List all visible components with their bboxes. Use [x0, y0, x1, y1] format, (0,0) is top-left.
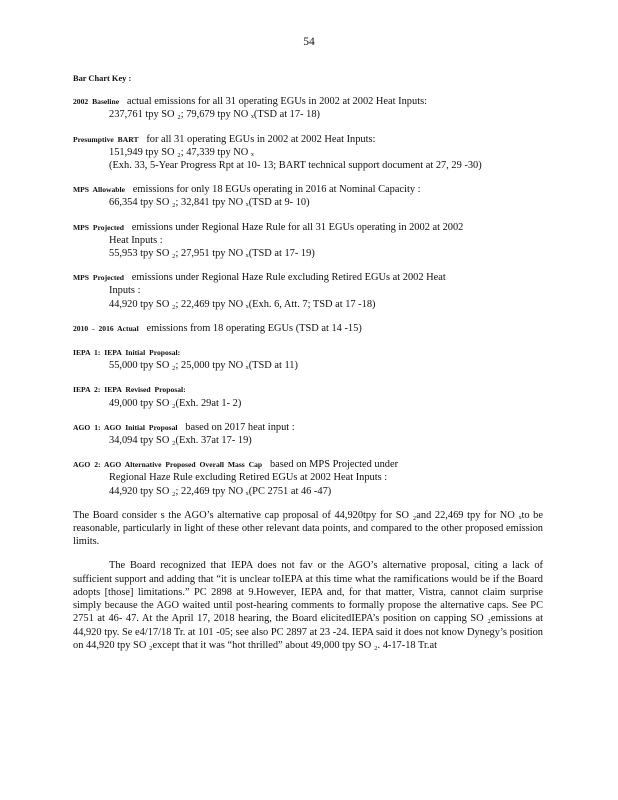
entry-values: 66,354 tpy SO ₂; 32,841 tpy NO ₓ(TSD at 9- 10)	[109, 197, 310, 209]
entry-values: 34,094 tpy SO ₂(Exh. 37at 17- 19)	[109, 435, 252, 447]
key-entry-iepa-2	[73, 383, 543, 409]
body-paragraph: The Board consider s the AGO’s alternative cap proposal of 44,920tpy for SO ₂and 22,469 tpy for NO ₓto be reasonable, particularly in light of these other relevant data points, and compared to the other proposed emission limits.	[73, 509, 543, 548]
key-entry-ago-2	[73, 458, 543, 498]
entry-text: for all 31 operating EGUs in 2002 at 2002 Heat Inputs:	[146, 133, 376, 145]
entry-text: emissions from 18 operating EGUs (TSD at 14 -15)	[146, 322, 362, 334]
entry-values: 44,920 tpy SO ₂; 22,469 tpy NO ₓ(PC 2751 at 46 -47)	[109, 485, 332, 497]
entry-text: based on MPS Projected under	[269, 459, 399, 471]
entry-text-continued: Inputs :	[109, 285, 141, 297]
key-entry-iepa-1	[73, 346, 543, 372]
key-entry-ago-1	[73, 421, 543, 447]
key-entry-presumptive-bart	[73, 133, 543, 173]
body-paragraph: The Board recognized that IEPA does not fav or the AGO’s alternative proposal, citing a lack of sufficient support and adding that “it is unclear toIEPA at this time what the ramifications would be if the Board adopts [those] limitations.” PC 2898 at 9.However, IEPA and, for that matter, Vistra, cannot claim surprise simply because the AGO waited until post-hearing comments to formally propose the alternative caps. See PC 2751 at 46- 47. At the April 17, 2018 hearing, the Board elicitedIEPA’s position on capping SO ₂emissions at 44,920 tpy. Se e4/17/18 Tr. at 101 -05; see also PC 2897 at 23 -24. IEPA said it does not know Dynegy’s position on 44,920 tpy SO ₂except that it was “hot thrilled” about 49,000 tpy SO ₂. 4-17-18 Tr.at	[73, 560, 543, 651]
entry-label: MPS Projected	[73, 222, 124, 232]
entry-text-continued: Regional Haze Rule excluding Retired EGUs at 2002 Heat Inputs :	[109, 472, 388, 484]
entry-label: MPS Projected	[73, 273, 124, 283]
entry-values: 151,949 tpy SO ₂; 47,339 tpy NO ₓ	[109, 146, 254, 158]
page-number: 54	[303, 36, 315, 48]
entry-values: 55,000 tpy SO ₂; 25,000 tpy NO ₓ(TSD at 11)	[109, 360, 298, 372]
key-entry-mps-projected-excluding	[73, 271, 543, 311]
entry-text-continued: Heat Inputs :	[109, 234, 163, 246]
entry-values: 55,953 tpy SO ₂; 27,951 tpy NO ₓ(TSD at 17- 19)	[109, 248, 315, 260]
entry-label: IEPA 2: IEPA Revised Proposal:	[73, 385, 186, 395]
entry-values: 44,920 tpy SO ₂; 22,469 tpy NO ₓ(Exh. 6, Att. 7; TSD at 17 -18)	[109, 298, 376, 310]
entry-label: IEPA 1: IEPA Initial Proposal:	[73, 348, 181, 358]
entry-label: 2002 Baseline	[73, 97, 120, 107]
chart-key-title: Bar Chart Key :	[73, 74, 132, 83]
entry-text: based on 2017 heat input :	[185, 421, 295, 433]
entry-label: AGO 2: AGO Alternative Proposed Overall Mass Cap	[73, 460, 263, 470]
entry-label: 2010 - 2016 Actual	[73, 323, 139, 333]
entry-text: emissions under Regional Haze Rule for all 31 EGUs operating in 2002 at 2002	[131, 221, 464, 233]
entry-citation: (Exh. 33, 5-Year Progress Rpt at 10- 13; BART technical support document at 27, 29 -30)	[109, 160, 482, 172]
entry-label: Presumptive BART	[73, 134, 139, 144]
entry-label: AGO 1: AGO Initial Proposal	[73, 422, 178, 432]
entry-text: actual emissions for all 31 operating EGUs in 2002 at 2002 Heat Inputs:	[126, 96, 428, 108]
document-body	[73, 72, 543, 652]
entry-text: emissions for only 18 EGUs operating in 2016 at Nominal Capacity :	[132, 184, 421, 196]
entry-label: MPS Allowable	[73, 185, 125, 195]
key-entry-mps-allowable	[73, 183, 543, 209]
key-entry-actual	[73, 322, 543, 335]
key-entry-baseline	[73, 95, 543, 121]
entry-values: 237,761 tpy SO ₂; 79,679 tpy NO ₓ(TSD at 17- 18)	[109, 109, 320, 121]
key-entry-mps-projected-all	[73, 221, 543, 261]
entry-values: 49,000 tpy SO ₂(Exh. 29at 1- 2)	[109, 397, 242, 409]
entry-text: emissions under Regional Haze Rule excluding Retired EGUs at 2002 Heat	[131, 272, 446, 284]
